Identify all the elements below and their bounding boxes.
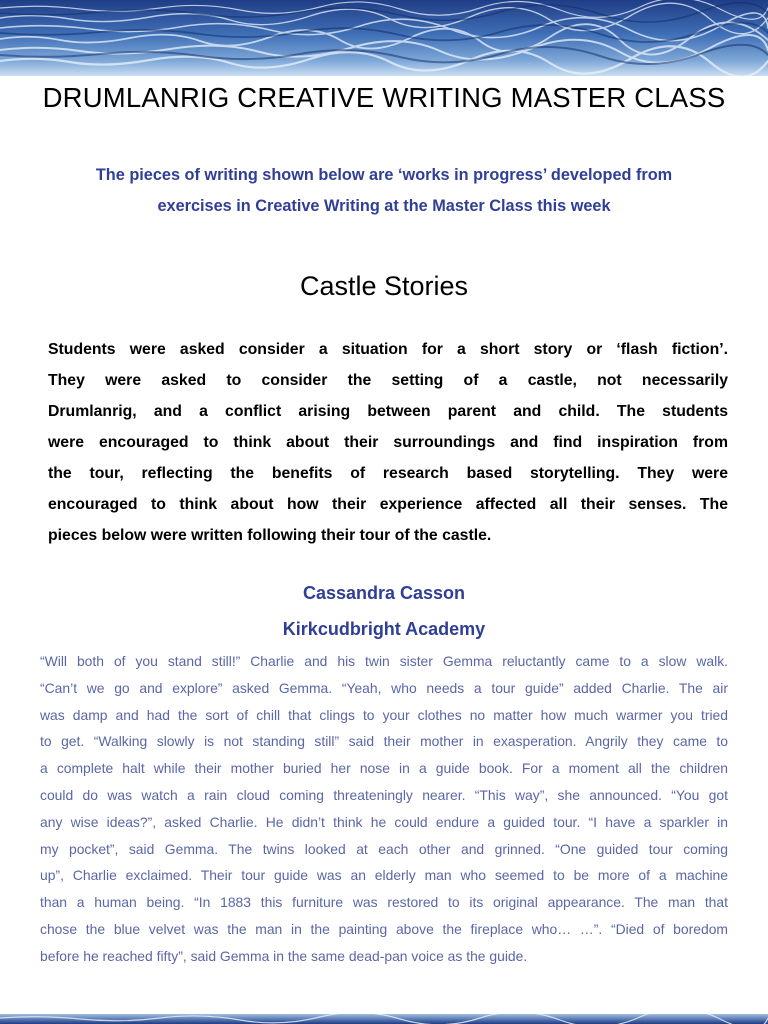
- story-line: before he reached fifty”, said Gemma in the same dead-pan voice as the guide.: [40, 947, 528, 964]
- footer-water-banner: [0, 1014, 768, 1024]
- subtitle-line: The pieces of writing shown below are ‘works in progress’ developed from: [95, 166, 673, 184]
- intro-line: encouraged to think about how their experience affected all their senses. The: [48, 496, 728, 513]
- story-line: a complete halt while their mother buried her nose in a guide book. For a moment all the children: [40, 760, 728, 777]
- author-name: Cassandra Casson: [302, 583, 466, 603]
- story-line: chose the blue velvet was the man in the painting above the fireplace who… …”. “Died of boredom: [40, 920, 728, 937]
- intro-line: They were asked to consider the setting of a castle, not necessarily: [48, 372, 728, 389]
- intro-line: pieces below were written following their tour of the castle.: [48, 527, 492, 544]
- school-name: Kirkcudbright Academy: [282, 619, 486, 639]
- intro-paragraph: [48, 334, 728, 551]
- story-line: my pocket”, said Gemma. The twins looked at each other and grinned. “One guided tour coming: [40, 840, 728, 857]
- story-line: any wise ideas?”, asked Charlie. He didn’t think he could endure a guided tour. “I have a sparkler in: [40, 813, 728, 830]
- story-line: “Can’t we go and explore” asked Gemma. “Yeah, who needs a tour guide” added Charlie. The air: [40, 679, 728, 696]
- intro-line: Students were asked consider a situation for a short story or ‘flash fiction’.: [48, 341, 728, 358]
- story-line: up”, Charlie exclaimed. Their tour guide was an elderly man who seemed to be more of a machine: [40, 867, 728, 884]
- story-line: than a human being. “In 1883 this furniture was restored to its original appearance. The man that: [40, 894, 728, 911]
- intro-line: the tour, reflecting the benefits of research based storytelling. They were: [48, 465, 728, 482]
- subtitle: [40, 160, 728, 222]
- intro-line: Drumlanrig, and a conflict arising between parent and child. The students: [48, 403, 728, 420]
- subtitle-line: exercises in Creative Writing at the Master Class this week: [157, 197, 611, 215]
- story-line: to get. “Walking slowly is not standing still” said their mother in exasperation. Angrily they came to: [40, 733, 728, 750]
- story-text: [40, 648, 728, 970]
- header-water-banner: [0, 0, 768, 76]
- section-title: Castle Stories: [299, 271, 469, 301]
- story-line: “Will both of you stand still!” Charlie and his twin sister Gemma reluctantly came to a slow walk.: [40, 653, 728, 669]
- water-texture: [0, 1014, 768, 1024]
- water-texture: [0, 0, 768, 76]
- story-line: could do was watch a rain cloud coming threateningly nearer. “This way”, she announced. “You got: [40, 786, 728, 803]
- story-line: was damp and had the sort of chill that clings to your clothes no matter how much warmer you tried: [40, 706, 728, 723]
- page-title: DRUMLANRIG CREATIVE WRITING MASTER CLASS: [42, 82, 726, 113]
- intro-line: were encouraged to think about their surroundings and find inspiration from: [48, 434, 728, 451]
